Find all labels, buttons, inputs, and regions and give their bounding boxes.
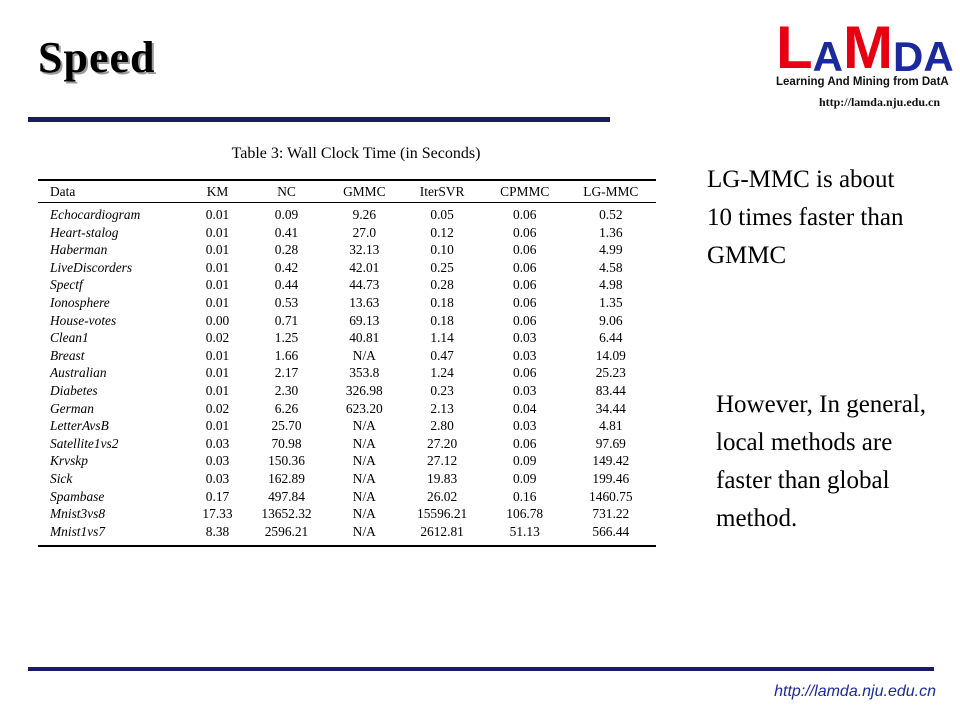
time-cell: 26.02 xyxy=(427,488,458,504)
time-cell: 32.13 xyxy=(349,242,380,258)
time-cell: 27.20 xyxy=(427,435,458,451)
time-cell: N/A xyxy=(352,453,376,469)
time-cell: 0.28 xyxy=(430,277,454,293)
time-cell: 0.09 xyxy=(513,453,537,469)
time-cell: 0.01 xyxy=(205,365,230,381)
dataset-name-cell: Ionosphere xyxy=(50,294,110,310)
dataset-name-cell: Echocardiogram xyxy=(50,207,141,222)
table-caption: Table 3: Wall Clock Time (in Seconds) xyxy=(231,145,481,162)
time-cell: 1.36 xyxy=(599,224,623,240)
dataset-name-cell: Mnist1vs7 xyxy=(50,523,106,539)
dataset-name-cell: House-votes xyxy=(50,312,117,328)
time-cell: 0.47 xyxy=(430,347,454,363)
time-cell: 4.98 xyxy=(599,277,623,293)
time-cell: 0.01 xyxy=(205,207,230,222)
time-cell: 0.03 xyxy=(513,382,537,398)
time-cell: 623.20 xyxy=(345,400,383,416)
time-cell: 0.16 xyxy=(513,488,537,504)
time-cell: 0.06 xyxy=(513,312,537,328)
dataset-name-cell: Haberman xyxy=(50,242,108,258)
time-cell: 2596.21 xyxy=(264,523,309,539)
time-cell: 0.01 xyxy=(205,277,230,293)
time-cell: 1.24 xyxy=(430,365,454,381)
table-row xyxy=(38,347,656,365)
dataset-name-cell: LetterAvsB xyxy=(50,418,109,434)
time-cell: 17.33 xyxy=(202,506,233,522)
time-cell: 0.17 xyxy=(205,488,230,504)
time-cell: 1.66 xyxy=(274,347,299,363)
time-cell: 0.01 xyxy=(205,347,230,363)
dataset-name-cell: Breast xyxy=(50,347,85,363)
time-cell: 2.80 xyxy=(430,418,454,434)
time-cell: 0.01 xyxy=(205,242,230,258)
time-cell: 0.03 xyxy=(205,470,230,486)
dataset-name-cell: Diabetes xyxy=(50,382,98,398)
time-cell: 0.03 xyxy=(513,418,537,434)
table-row xyxy=(38,329,656,347)
time-cell: 0.03 xyxy=(205,435,230,451)
time-cell: N/A xyxy=(352,523,376,539)
time-cell: 19.83 xyxy=(427,470,458,486)
dataset-name-cell: Mnist3vs8 xyxy=(50,506,106,522)
time-cell: 326.98 xyxy=(345,382,383,398)
time-cell: 0.04 xyxy=(513,400,537,416)
table-bottom-rule xyxy=(38,545,656,547)
time-cell: 25.23 xyxy=(595,365,626,381)
column-header: IterSVR xyxy=(419,184,465,199)
time-cell: 497.84 xyxy=(268,488,305,504)
logo-wordmark xyxy=(776,14,954,81)
column-header: CPMMC xyxy=(500,184,550,199)
time-cell: 0.03 xyxy=(513,330,537,346)
logo-subtitle: Learning And Mining from DatA xyxy=(776,76,949,88)
table-row xyxy=(38,206,656,224)
time-cell: 0.06 xyxy=(513,259,537,275)
table-row xyxy=(38,224,656,242)
table-row xyxy=(38,470,656,488)
dataset-name-cell: Krvskp xyxy=(50,453,88,469)
dataset-name-cell: Spambase xyxy=(50,488,105,504)
time-cell: 0.71 xyxy=(274,312,299,328)
time-cell: 106.78 xyxy=(506,506,544,522)
time-cell: 731.22 xyxy=(592,506,630,522)
time-cell: 8.38 xyxy=(205,523,230,539)
column-header: GMMC xyxy=(343,184,386,199)
logo-letter: A xyxy=(812,33,843,80)
table-row xyxy=(38,417,656,435)
time-cell: 42.01 xyxy=(349,259,380,275)
local-methods-note: However, In general, local methods are faster than global method. xyxy=(716,391,927,532)
time-cell: 0.03 xyxy=(205,453,230,469)
time-cell: 0.06 xyxy=(513,242,537,258)
time-cell: 0.00 xyxy=(205,312,230,328)
time-cell: 0.01 xyxy=(205,382,230,398)
footer-divider xyxy=(28,667,934,671)
time-cell: 0.23 xyxy=(430,382,454,398)
time-cell: 25.70 xyxy=(271,418,302,434)
time-cell: 353.8 xyxy=(349,365,380,381)
dataset-name-cell: Satellite1vs2 xyxy=(50,435,119,451)
table-row xyxy=(38,276,656,294)
time-cell: 2612.81 xyxy=(420,523,464,539)
time-cell: 0.18 xyxy=(430,294,454,310)
time-cell: 0.06 xyxy=(513,365,537,381)
time-cell: 0.12 xyxy=(430,224,454,240)
time-cell: 2.17 xyxy=(274,365,299,381)
time-cell: 0.02 xyxy=(205,330,230,346)
time-cell: 0.06 xyxy=(513,207,537,222)
wall-clock-table xyxy=(38,145,656,547)
footer-url: http://lamda.nju.edu.cn xyxy=(774,683,936,700)
time-cell: 15596.21 xyxy=(417,506,468,522)
table-row xyxy=(38,294,656,312)
time-cell: 0.06 xyxy=(513,294,537,310)
time-cell: 0.02 xyxy=(205,400,230,416)
time-cell: 0.06 xyxy=(513,277,537,293)
time-cell: 0.01 xyxy=(205,418,230,434)
logo-letter: A xyxy=(923,33,954,80)
table-row xyxy=(38,435,656,453)
dataset-name-cell: Heart-stalog xyxy=(50,224,119,240)
time-cell: 40.81 xyxy=(349,330,380,346)
time-cell: 6.26 xyxy=(274,400,299,416)
logo-letter: L xyxy=(776,14,813,81)
column-header: LG-MMC xyxy=(583,184,639,199)
table-row xyxy=(38,452,656,470)
time-cell: 27.12 xyxy=(427,453,458,469)
table-row xyxy=(38,400,656,418)
time-cell: 199.46 xyxy=(592,470,630,486)
time-cell: 4.58 xyxy=(599,259,623,275)
time-cell: 1.14 xyxy=(430,330,454,346)
time-cell: 0.03 xyxy=(513,347,537,363)
time-cell: 0.53 xyxy=(274,294,299,310)
time-cell: 0.18 xyxy=(430,312,454,328)
time-cell: 0.52 xyxy=(599,207,623,222)
table-row xyxy=(38,488,656,506)
time-cell: 0.25 xyxy=(430,259,454,275)
time-cell: 9.06 xyxy=(599,312,623,328)
time-cell: 4.81 xyxy=(599,418,623,434)
logo-letter: M xyxy=(843,14,893,81)
dataset-name-cell: Spectf xyxy=(50,277,83,293)
time-cell: 0.09 xyxy=(274,207,299,222)
time-cell: 14.09 xyxy=(595,347,626,363)
table-row xyxy=(38,364,656,382)
time-cell: 0.01 xyxy=(205,224,230,240)
time-cell: N/A xyxy=(352,347,376,363)
table-row xyxy=(38,241,656,259)
time-cell: N/A xyxy=(352,470,376,486)
time-cell: 1.25 xyxy=(274,330,299,346)
table-row xyxy=(38,505,656,523)
time-cell: 566.44 xyxy=(592,523,630,539)
time-cell: 27.0 xyxy=(352,224,377,240)
speed-note: LG-MMC is about 10 times faster than GMMC xyxy=(707,166,904,269)
title-divider xyxy=(28,117,610,122)
table-row xyxy=(38,259,656,277)
time-cell: N/A xyxy=(352,506,376,522)
slide-title: Speed xyxy=(38,33,156,82)
time-cell: 34.44 xyxy=(595,400,626,416)
column-header: Data xyxy=(50,184,76,199)
dataset-name-cell: Sick xyxy=(50,470,73,486)
time-cell: 1460.75 xyxy=(589,488,633,504)
time-cell: 0.05 xyxy=(430,207,454,222)
time-cell: 0.06 xyxy=(513,224,537,240)
time-cell: 0.09 xyxy=(513,470,537,486)
time-cell: N/A xyxy=(352,418,376,434)
time-cell: 149.42 xyxy=(592,453,630,469)
time-cell: 9.26 xyxy=(352,207,377,222)
time-cell: 51.13 xyxy=(509,523,540,539)
time-cell: 69.13 xyxy=(349,312,380,328)
time-cell: 6.44 xyxy=(599,330,623,346)
time-cell: 0.01 xyxy=(205,259,230,275)
table-body xyxy=(38,206,656,540)
time-cell: 2.13 xyxy=(430,400,454,416)
time-cell: 0.01 xyxy=(205,294,230,310)
dataset-name-cell: LiveDiscorders xyxy=(50,259,133,275)
time-cell: 13652.32 xyxy=(261,506,312,522)
time-cell: N/A xyxy=(352,488,376,504)
time-cell: 13.63 xyxy=(349,294,380,310)
time-cell: 0.42 xyxy=(274,259,299,275)
time-cell: 0.10 xyxy=(430,242,454,258)
table-header-row xyxy=(38,181,656,202)
time-cell: 1.35 xyxy=(599,294,623,310)
logo-letter: D xyxy=(892,33,924,80)
column-header: NC xyxy=(277,184,296,199)
time-cell: 0.28 xyxy=(274,242,299,258)
dataset-name-cell: Clean1 xyxy=(50,330,89,346)
time-cell: 4.99 xyxy=(599,242,623,258)
timing-table xyxy=(38,181,656,540)
time-cell: 44.73 xyxy=(349,277,380,293)
table-row xyxy=(38,312,656,330)
dataset-name-cell: German xyxy=(50,400,94,416)
time-cell: 162.89 xyxy=(268,470,305,486)
table-row xyxy=(38,523,656,541)
column-header: KM xyxy=(206,184,229,199)
time-cell: 150.36 xyxy=(268,453,305,469)
time-cell: 2.30 xyxy=(274,382,299,398)
table-row xyxy=(38,382,656,400)
time-cell: 97.69 xyxy=(595,435,626,451)
time-cell: 0.44 xyxy=(274,277,299,293)
time-cell: 83.44 xyxy=(595,382,626,398)
time-cell: 70.98 xyxy=(271,435,302,451)
time-cell: N/A xyxy=(352,435,376,451)
dataset-name-cell: Australian xyxy=(50,365,107,381)
time-cell: 0.06 xyxy=(513,435,537,451)
logo-url: http://lamda.nju.edu.cn xyxy=(818,95,940,109)
time-cell: 0.41 xyxy=(274,224,299,240)
lamda-logo xyxy=(770,14,954,114)
